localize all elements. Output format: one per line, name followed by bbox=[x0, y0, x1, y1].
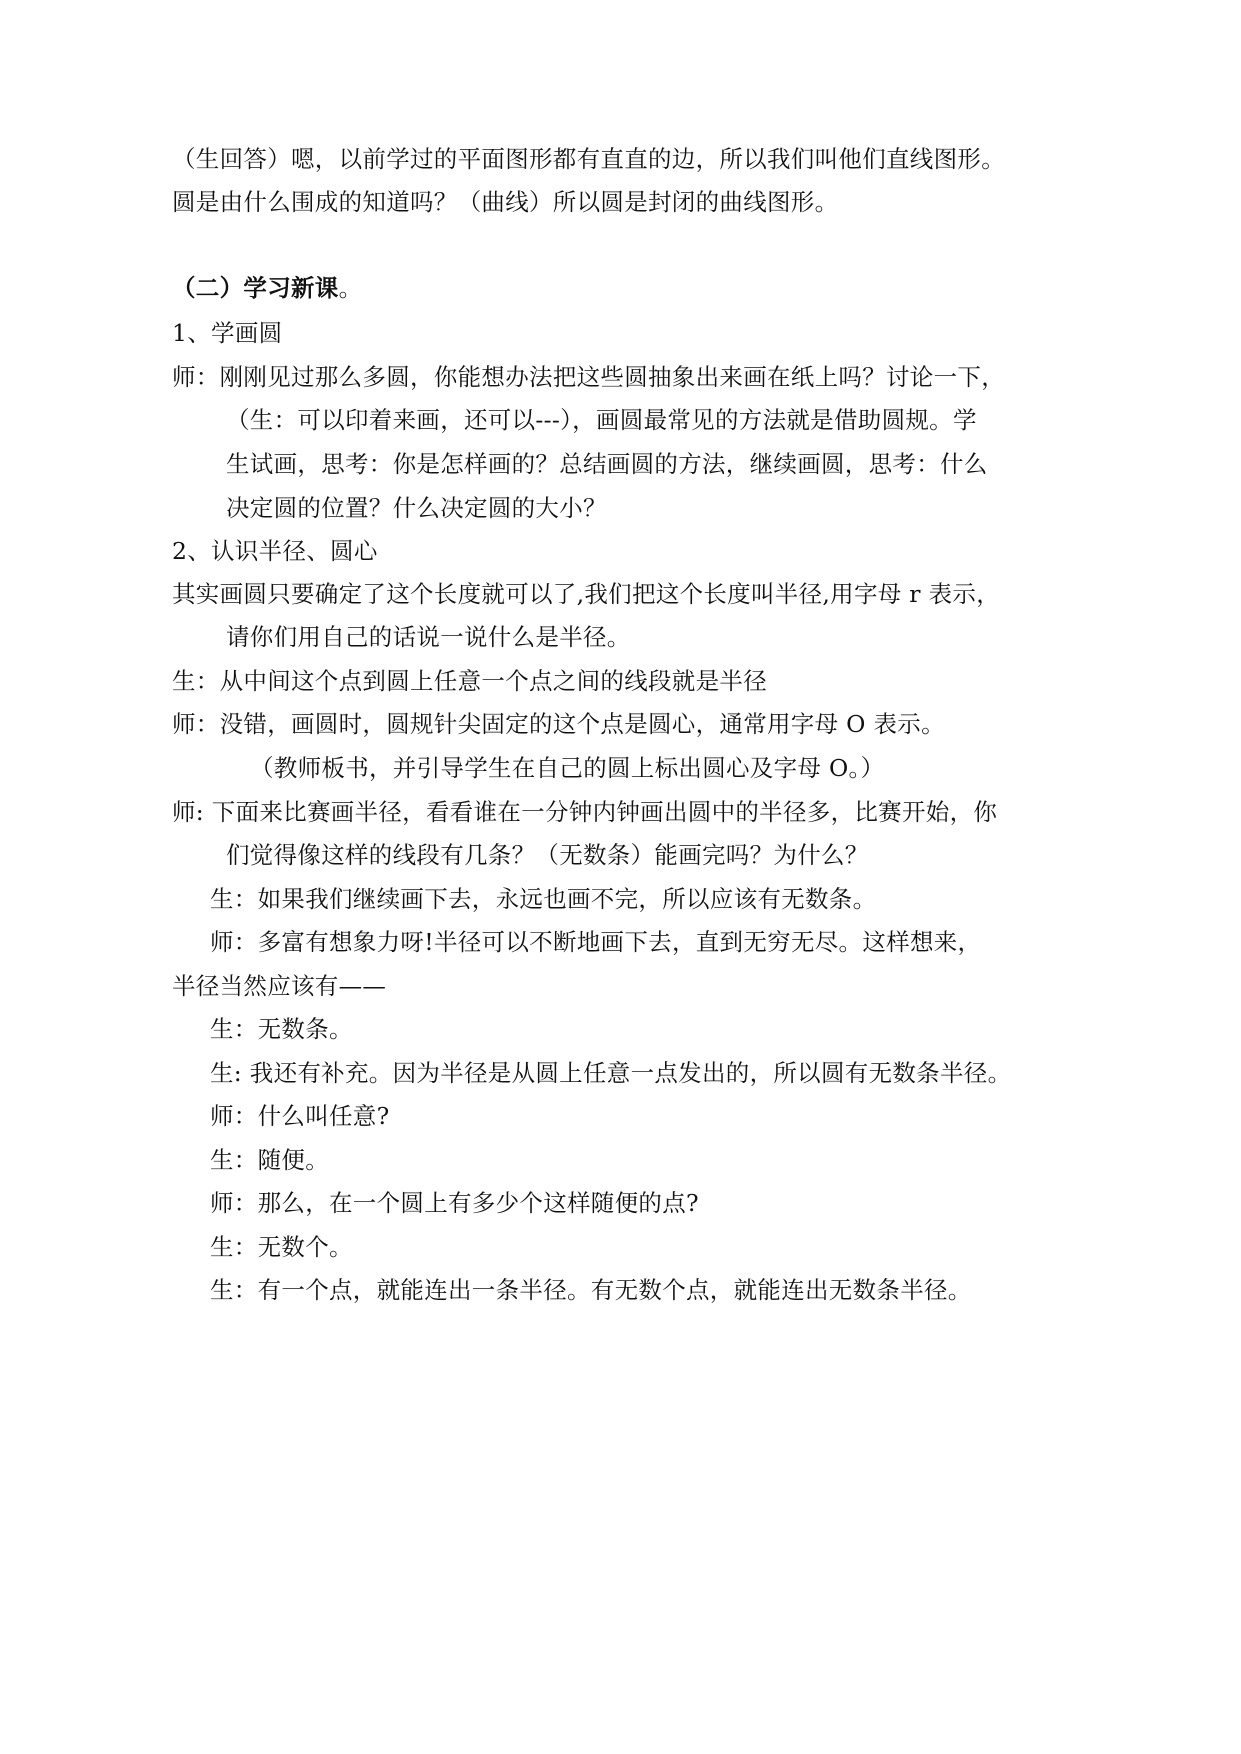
section-heading bbox=[172, 272, 362, 304]
item1-teacher-line-1: 师：刚刚见过那么多圆，你能想办法把这些圆抽象出来画在纸上吗？讨论一下， bbox=[172, 363, 1005, 391]
board-note: （教师板书，并引导学生在自己的圆上标出圆心及字母 O。） bbox=[250, 754, 885, 782]
student-line-2: 生：如果我们继续画下去，永远也画不完，所以应该有无数条。 bbox=[210, 885, 877, 913]
student-line-4: 生: 我还有补充。因为半径是从圆上任意一点发出的，所以圆有无数条半径。 bbox=[210, 1059, 1012, 1087]
intro-line-2: 圆是由什么围成的知道吗？（曲线）所以圆是封闭的曲线图形。 bbox=[172, 188, 839, 216]
student-line-5: 生：随便。 bbox=[210, 1146, 329, 1174]
item1-teacher-line-3: 生试画，思考：你是怎样画的？总结画圆的方法，继续画圆，思考：什么 bbox=[226, 450, 988, 478]
item1-title: 1、学画圆 bbox=[172, 319, 283, 347]
section-heading-tail: 。 bbox=[338, 274, 363, 302]
teacher-line-5: 师：那么，在一个圆上有多少个这样随便的点? bbox=[210, 1189, 699, 1217]
item1-teacher-line-4: 决定圆的位置？什么决定圆的大小？ bbox=[226, 494, 607, 522]
teacher-line-3a: 师：多富有想象力呀!半径可以不断地画下去，直到无穷无尽。这样想来， bbox=[210, 928, 982, 956]
teacher-line-4: 师：什么叫任意? bbox=[210, 1102, 390, 1130]
item2-para-line-1: 其实画圆只要确定了这个长度就可以了,我们把这个长度叫半径,用字母 r 表示， bbox=[172, 580, 1001, 608]
teacher-line-1: 师：没错，画圆时，圆规针尖固定的这个点是圆心，通常用字母 O 表示。 bbox=[172, 710, 945, 738]
intro-line-1: （生回答）嗯，以前学过的平面图形都有直直的边，所以我们叫他们直线图形。 bbox=[172, 145, 1005, 173]
teacher-line-2b: 们觉得像这样的线段有几条？（无数条）能画完吗？为什么？ bbox=[226, 841, 869, 869]
item2-title: 2、认识半径、圆心 bbox=[172, 537, 378, 565]
item1-teacher-line-2: （生：可以印着来画，还可以---），画圆最常见的方法就是借助圆规。学 bbox=[226, 406, 977, 434]
section-heading-bold: （二）学习新课 bbox=[172, 274, 339, 302]
student-line-3: 生：无数条。 bbox=[210, 1015, 353, 1043]
student-line-7: 生：有一个点，就能连出一条半径。有无数个点，就能连出无数条半径。 bbox=[210, 1276, 972, 1304]
teacher-line-2a: 师: 下面来比赛画半径，看看谁在一分钟内钟画出圆中的半径多，比赛开始，你 bbox=[172, 798, 998, 826]
student-line-6: 生：无数个。 bbox=[210, 1233, 353, 1261]
student-line-1: 生：从中间这个点到圆上任意一个点之间的线段就是半径 bbox=[172, 667, 767, 695]
teacher-line-3b: 半径当然应该有—— bbox=[172, 972, 387, 1000]
item2-para-line-2: 请你们用自己的话说一说什么是半径。 bbox=[226, 623, 631, 651]
